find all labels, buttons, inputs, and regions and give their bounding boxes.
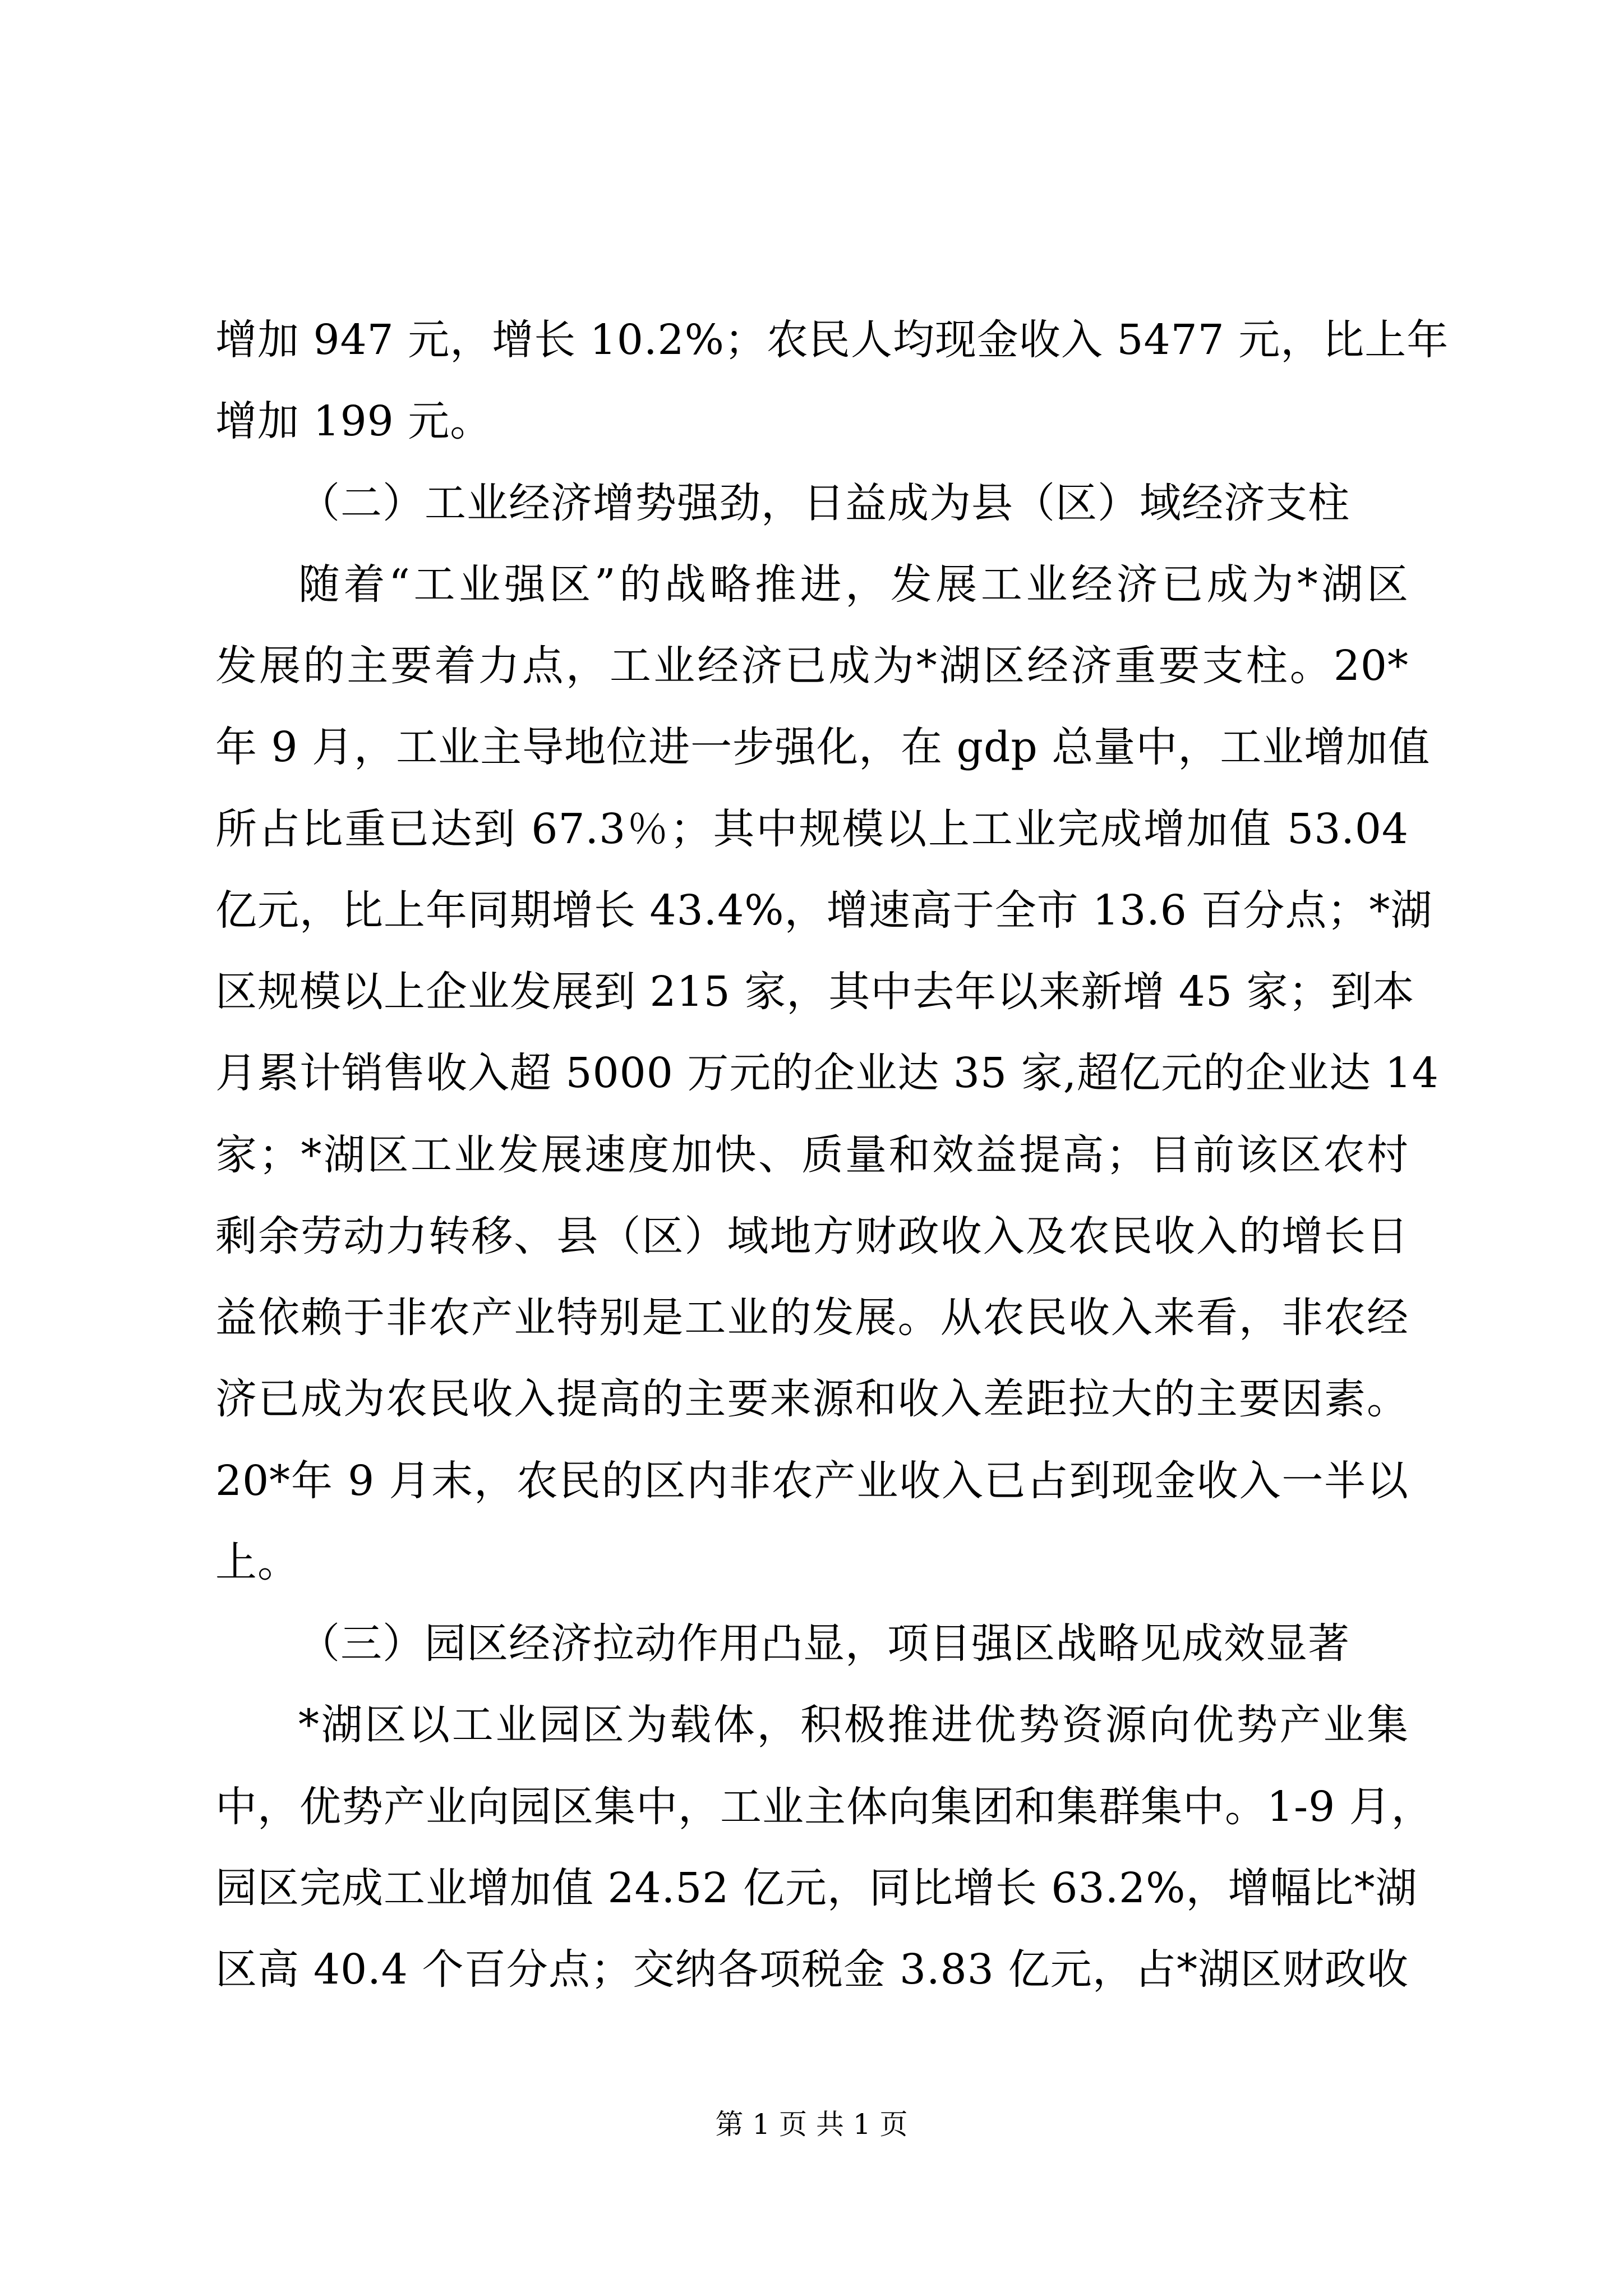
body-line: 区规模以上企业发展到 215 家，其中去年以来新增 45 家；到本 xyxy=(215,968,1415,1016)
body-line: 上。 xyxy=(215,1538,299,1586)
body-line: *湖区以工业园区为载体，积极推进优势资源向优势产业集 xyxy=(298,1701,1409,1749)
body-line: 中，优势产业向园区集中，工业主体向集团和集群集中。1-9 月， xyxy=(215,1783,1433,1831)
body-line: 剩余劳动力转移、县（区）域地方财政收入及农民收入的增长日 xyxy=(215,1212,1409,1260)
body-line: 家；*湖区工业发展速度加快、质量和效益提高；目前该区农村 xyxy=(215,1131,1409,1179)
section-heading: （三）园区经济拉动作用凸显，项目强区战略见成效显著 xyxy=(298,1619,1350,1668)
page-footer: 第 1 页 共 1 页 xyxy=(715,2108,908,2141)
body-line: 发展的主要着力点，工业经济已成为*湖区经济重要支柱。20* xyxy=(215,642,1409,690)
body-line: 益依赖于非农产业特别是工业的发展。从农民收入来看，非农经 xyxy=(215,1294,1409,1342)
body-line: 增加 947 元，增长 10.2%；农民人均现金收入 5477 元，比上年 xyxy=(215,316,1449,364)
section-heading: （二）工业经济增势强劲，日益成为县（区）域经济支柱 xyxy=(298,479,1350,527)
body-line: 亿元，比上年同期增长 43.4%，增速高于全市 13.6 百分点；*湖 xyxy=(215,886,1433,935)
body-line: 增加 199 元。 xyxy=(215,397,492,445)
body-line: 随着“工业强区”的战略推进，发展工业经济已成为*湖区 xyxy=(298,560,1409,609)
body-line: 济已成为农民收入提高的主要来源和收入差距拉大的主要因素。 xyxy=(215,1375,1409,1423)
body-line: 区高 40.4 个百分点；交纳各项税金 3.83 亿元，占*湖区财政收 xyxy=(215,1945,1409,1994)
body-line: 年 9 月，工业主导地位进一步强化，在 gdp 总量中，工业增加值 xyxy=(215,723,1431,771)
body-line: 月累计销售收入超 5000 万元的企业达 35 家,超亿元的企业达 14 xyxy=(215,1049,1439,1097)
body-line: 所占比重已达到 67.3％；其中规模以上工业完成增加值 53.04 xyxy=(215,805,1409,853)
body-line: 园区完成工业增加值 24.52 亿元，同比增长 63.2%，增幅比*湖 xyxy=(215,1864,1418,1912)
body-line: 20*年 9 月末，农民的区内非农产业收入已占到现金收入一半以 xyxy=(215,1457,1409,1505)
